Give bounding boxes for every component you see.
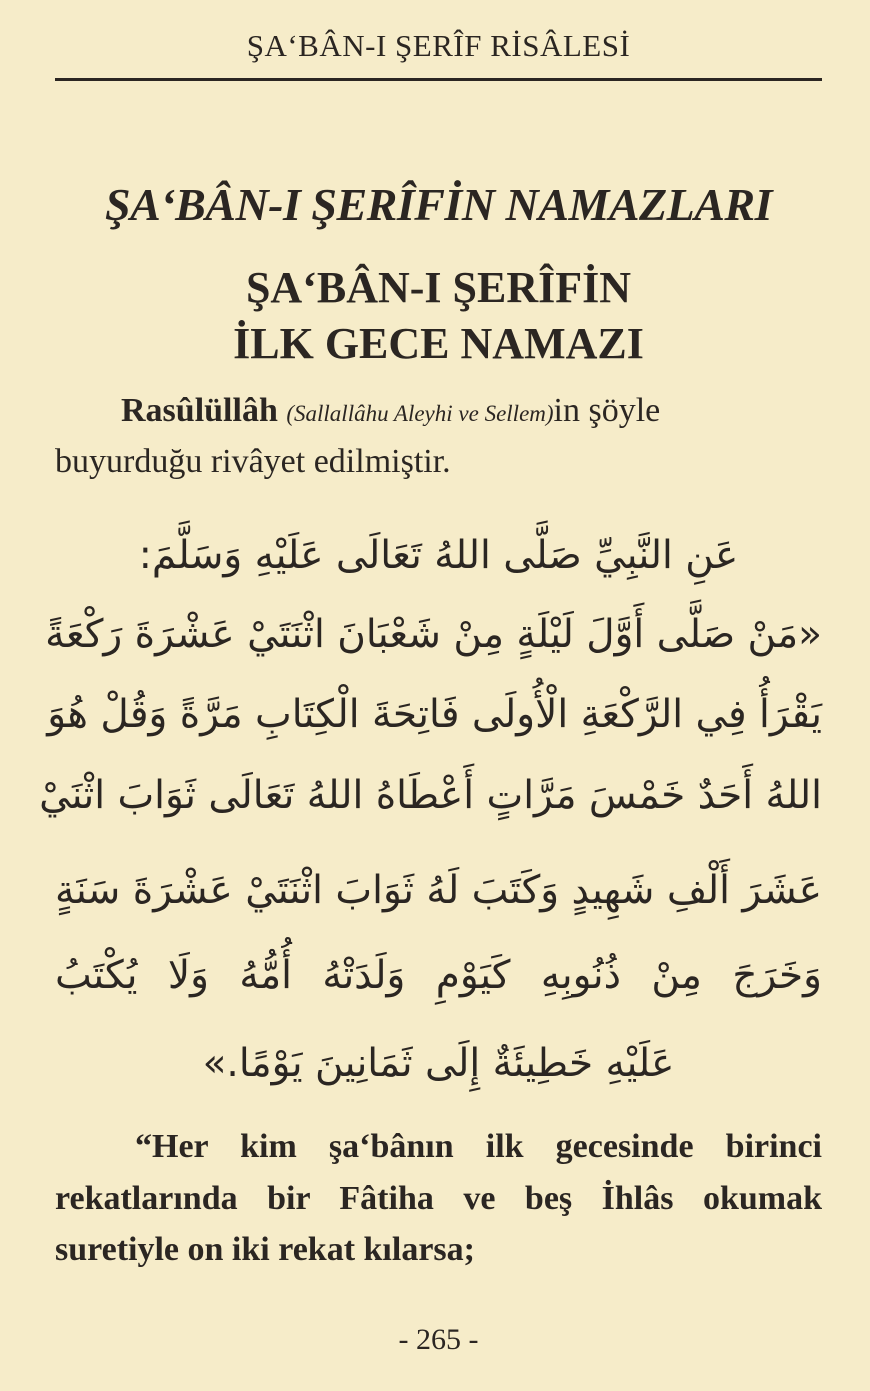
arabic-line-2: «مَنْ صَلَّى أَوَّلَ لَيْلَةٍ مِنْ شَعْبَانَ اثْنَتَيْ عَشْرَةَ رَكْعَةً bbox=[45, 612, 822, 657]
translation-line-2: rekatlarında bir Fâtiha ve beş İhlâs okumak bbox=[55, 1180, 822, 1217]
intro-line-1-rest: in şöyle bbox=[553, 392, 661, 429]
intro-line-1 bbox=[55, 387, 822, 438]
honorific: (Sallallâhu Aleyhi ve Sellem) bbox=[286, 401, 554, 426]
page-number: - 265 - bbox=[398, 1323, 479, 1356]
intro-paragraph bbox=[55, 387, 822, 486]
running-header: ŞAʻBÂN-I ŞERÎF RİSÂLESİ bbox=[246, 28, 631, 63]
section-title-line-1: ŞAʻBÂN-I ŞERÎFİN bbox=[245, 263, 632, 312]
arabic-line-6: وَخَرَجَ مِنْ ذُنُوبِهِ كَيَوْمِ وَلَدَتْهُ أُمُّهُ وَلَا يُكْتَبُ bbox=[55, 953, 822, 998]
translation-line-1: “Her kim şaʻbânın ilk gecesinde birinci bbox=[135, 1128, 822, 1165]
section-title-line-2: İLK GECE NAMAZI bbox=[233, 319, 644, 368]
header-rule bbox=[55, 78, 822, 81]
prophet-name: Rasûlüllâh bbox=[121, 392, 278, 429]
chapter-title: ŞAʻBÂN-I ŞERÎFİN NAMAZLARI bbox=[105, 179, 772, 230]
arabic-line-1: عَنِ النَّبِيِّ صَلَّى اللهُ تَعَالَى عَلَيْهِ وَسَلَّمَ: bbox=[138, 533, 739, 578]
translation-line-3: suretiyle on iki rekat kılarsa; bbox=[55, 1231, 475, 1268]
arabic-line-5: عَشَرَ أَلْفِ شَهِيدٍ وَكَتَبَ لَهُ ثَوَابَ اثْنَتَيْ عَشْرَةَ سَنَةٍ bbox=[55, 868, 822, 913]
arabic-line-3: يَقْرَأُ فِي الرَّكْعَةِ الْأُولَى فَاتِحَةَ الْكِتَابِ مَرَّةً وَقُلْ هُوَ bbox=[47, 692, 822, 737]
arabic-line-4: اللهُ أَحَدٌ خَمْسَ مَرَّاتٍ أَعْطَاهُ اللهُ تَعَالَى ثَوَابَ اثْنَيْ bbox=[39, 773, 822, 818]
arabic-line-7: عَلَيْهِ خَطِيئَةٌ إِلَى ثَمَانِينَ يَوْمًا.» bbox=[202, 1041, 675, 1086]
intro-line-2: buyurduğu rivâyet edilmiştir. bbox=[55, 443, 451, 480]
